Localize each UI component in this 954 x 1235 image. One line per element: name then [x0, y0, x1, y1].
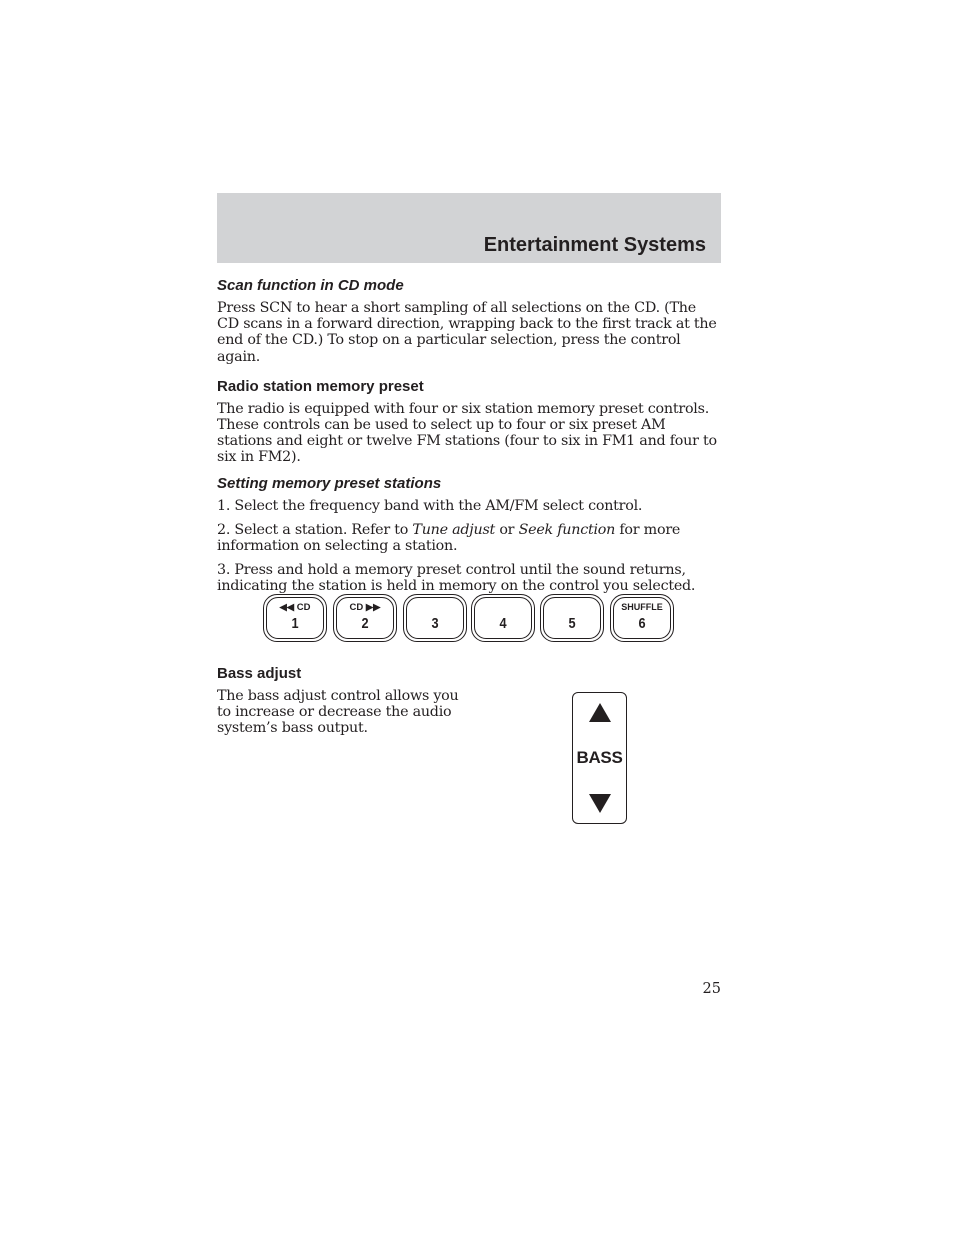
section-heading-bass: Bass adjust — [217, 665, 302, 682]
header-band — [217, 193, 721, 263]
step-2-text: for more information on selecting a station. — [217, 521, 681, 555]
preset-number: 1 — [291, 615, 299, 632]
preset-button-6[interactable] — [610, 594, 674, 642]
preset-sub-label: ◀◀ CD — [279, 602, 311, 613]
bass-section — [217, 664, 721, 737]
step-1: 1. Select the frequency band with the AM/FM select control. — [217, 497, 643, 514]
preset-button-5[interactable] — [540, 594, 604, 642]
step-2-ref-tune: Tune adjust — [412, 521, 496, 538]
page-title: Entertainment Systems — [483, 234, 706, 256]
preset-button-1[interactable] — [263, 594, 327, 642]
paragraph-memory: The radio is equipped with four or six station memory preset controls. These controls can be used to select up to four or six preset AM stations and eight or twelve FM stations (four to six in FM1 and four to six in FM2). — [217, 400, 717, 466]
paragraph-scan: Press SCN to hear a short sampling of all selections on the CD. (The CD scans in a forward direction, wrapping back to the first track at the end of the CD.) To stop on a particular selection, press the control again. — [217, 300, 717, 365]
section-heading-setting: Setting memory preset stations — [217, 474, 442, 492]
step-2-text: or — [495, 521, 519, 538]
preset-number: 6 — [638, 615, 646, 632]
preset-button-4[interactable] — [471, 594, 535, 642]
triangle-down-icon[interactable] — [589, 794, 611, 813]
page-number: 25 — [702, 981, 721, 997]
section-heading-scan: Scan function in CD mode — [217, 277, 404, 294]
preset-number: 3 — [431, 615, 439, 632]
section-heading-memory: Radio station memory preset — [217, 377, 424, 395]
step-3: 3. Press and hold a memory preset control until the sound returns, indicating the station is held in memory on the control you selected. — [217, 562, 696, 595]
preset-number: 4 — [499, 615, 507, 632]
main-content — [217, 276, 721, 595]
bass-label: BASS — [576, 748, 623, 767]
preset-sub-label: SHUFFLE — [621, 602, 663, 612]
paragraph-bass: The bass adjust control allows you to increase or decrease the audio system’s bass output. — [217, 688, 459, 737]
preset-sub-label: CD ▶▶ — [349, 602, 381, 613]
preset-buttons-illustration — [263, 594, 677, 644]
bass-control — [572, 692, 627, 824]
preset-number: 5 — [568, 615, 576, 632]
preset-number: 2 — [361, 615, 369, 632]
step-2-ref-seek: Seek function — [518, 521, 616, 538]
preset-button-2[interactable] — [333, 594, 397, 642]
preset-button-3[interactable] — [403, 594, 467, 642]
step-2-text: 2. Select a station. Refer to — [217, 521, 413, 538]
triangle-up-icon[interactable] — [589, 703, 611, 722]
step-2 — [217, 522, 721, 554]
